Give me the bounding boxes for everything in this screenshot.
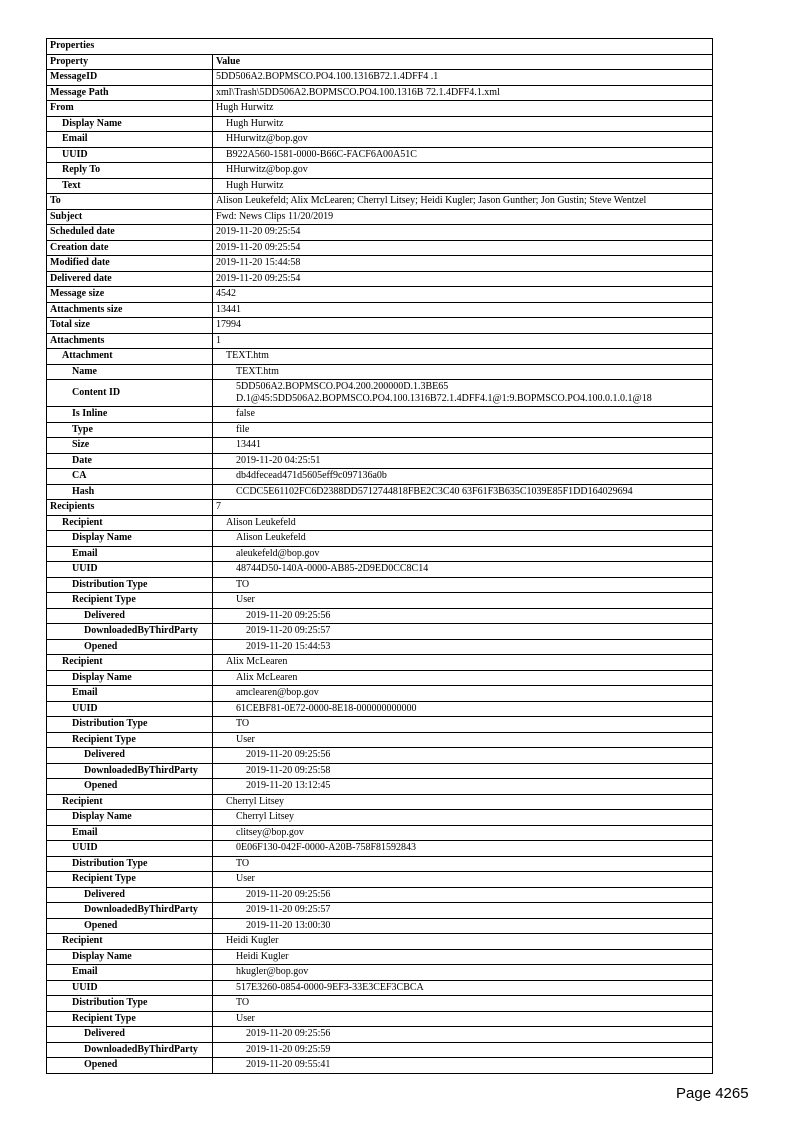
property-name: Reply To [47,163,213,179]
table-row [47,810,713,826]
property-name: Display Name [47,670,213,686]
property-name: Email [47,825,213,841]
table-row [47,748,713,764]
table-row [47,116,713,132]
property-name: UUID [47,147,213,163]
property-name: Display Name [47,810,213,826]
property-value: false [213,407,713,423]
property-value: db4dfecead471d5605eff9c097136a0b [213,469,713,485]
table-row [47,872,713,888]
property-value: 2019-11-20 13:00:30 [213,918,713,934]
table-row [47,841,713,857]
property-name: Name [47,364,213,380]
property-name: Delivered [47,608,213,624]
table-row [47,965,713,981]
property-value: Cherryl Litsey [213,810,713,826]
property-value: 2019-11-20 13:12:45 [213,779,713,795]
property-value: 13441 [213,438,713,454]
property-value: amclearen@bop.gov [213,686,713,702]
property-name: Opened [47,918,213,934]
table-row [47,980,713,996]
property-value: User [213,593,713,609]
table-row [47,484,713,500]
column-header-value: Value [213,54,713,70]
table-title: Properties [47,39,713,55]
property-name: Distribution Type [47,996,213,1012]
property-value: HHurwitz@bop.gov [213,132,713,148]
property-name: Message Path [47,85,213,101]
property-value: 2019-11-20 09:25:56 [213,1027,713,1043]
property-value: Alison Leukefeld [213,515,713,531]
table-row [47,271,713,287]
property-value: aleukefeld@bop.gov [213,546,713,562]
table-row [47,500,713,516]
property-name: DownloadedByThirdParty [47,1042,213,1058]
property-value: 2019-11-20 09:25:56 [213,748,713,764]
table-row [47,194,713,210]
property-value: 5DD506A2.BOPMSCO.PO4.200.200000D.1.3BE65 D.1@45:5DD506A2.BOPMSCO.PO4.100.1316B72.1.4DFF4.1@1:9.BOPMSCO.PO4.100.0.1.0.1@18 [213,380,713,407]
table-row [47,469,713,485]
property-name: Recipient Type [47,593,213,609]
table-row [47,701,713,717]
property-name: Content ID [47,380,213,407]
property-value: 2019-11-20 09:25:59 [213,1042,713,1058]
header-row [47,54,713,70]
property-value: TO [213,856,713,872]
property-value: file [213,422,713,438]
property-value: 2019-11-20 09:25:56 [213,887,713,903]
property-name: Creation date [47,240,213,256]
table-row [47,562,713,578]
property-value: Hugh Hurwitz [213,178,713,194]
property-name: UUID [47,841,213,857]
table-row [47,333,713,349]
property-name: Attachment [47,349,213,365]
property-value: 2019-11-20 09:25:54 [213,225,713,241]
property-name: Attachments [47,333,213,349]
property-name: Distribution Type [47,717,213,733]
property-name: Recipient Type [47,732,213,748]
table-row [47,639,713,655]
property-name: DownloadedByThirdParty [47,903,213,919]
property-value: 2019-11-20 04:25:51 [213,453,713,469]
property-name: To [47,194,213,210]
table-row [47,256,713,272]
property-name: Recipient Type [47,1011,213,1027]
property-value: User [213,732,713,748]
property-name: From [47,101,213,117]
property-name: Recipients [47,500,213,516]
property-name: CA [47,469,213,485]
table-row [47,577,713,593]
property-value: 2019-11-20 09:25:57 [213,624,713,640]
property-name: Recipient [47,794,213,810]
table-row [47,717,713,733]
table-row [47,132,713,148]
table-row [47,101,713,117]
property-value: 7 [213,500,713,516]
table-row [47,732,713,748]
property-value: 13441 [213,302,713,318]
table-row [47,453,713,469]
table-row [47,209,713,225]
table-row [47,438,713,454]
property-name: Message size [47,287,213,303]
table-row [47,287,713,303]
property-name: Email [47,546,213,562]
property-name: Size [47,438,213,454]
table-row [47,407,713,423]
table-row [47,779,713,795]
property-name: Recipient [47,934,213,950]
property-value: Alison Leukefeld; Alix McLearen; Cherryl Litsey; Heidi Kugler; Jason Gunther; Jon Gustin; Steve Wentzel [213,194,713,210]
table-row [47,918,713,934]
table-row [47,686,713,702]
property-name: MessageID [47,70,213,86]
property-value: 61CEBF81-0E72-0000-8E18-000000000000 [213,701,713,717]
property-name: Total size [47,318,213,334]
property-value: 2019-11-20 09:55:41 [213,1058,713,1074]
property-value: 2019-11-20 15:44:53 [213,639,713,655]
property-value: Hugh Hurwitz [213,116,713,132]
property-value: User [213,872,713,888]
property-value: Fwd: News Clips 11/20/2019 [213,209,713,225]
property-name: Subject [47,209,213,225]
property-name: Recipient [47,515,213,531]
table-row [47,856,713,872]
table-row [47,825,713,841]
table-row [47,670,713,686]
property-name: DownloadedByThirdParty [47,763,213,779]
table-row [47,1042,713,1058]
property-value: 5DD506A2.BOPMSCO.PO4.100.1316B72.1.4DFF4 .1 [213,70,713,86]
property-value: 2019-11-20 09:25:54 [213,271,713,287]
property-name: Email [47,132,213,148]
property-name: Type [47,422,213,438]
property-value: Alison Leukefeld [213,531,713,547]
property-value: 4542 [213,287,713,303]
property-value: 2019-11-20 09:25:57 [213,903,713,919]
property-name: DownloadedByThirdParty [47,624,213,640]
property-value: TEXT.htm [213,364,713,380]
property-name: Recipient Type [47,872,213,888]
properties-table [46,38,713,1074]
property-value: 48744D50-140A-0000-AB85-2D9ED0CC8C14 [213,562,713,578]
table-row [47,422,713,438]
property-value: 517E3260-0854-0000-9EF3-33E3CEF3CBCA [213,980,713,996]
property-name: UUID [47,980,213,996]
table-row [47,318,713,334]
table-row [47,624,713,640]
property-value: TO [213,577,713,593]
property-value: 2019-11-20 15:44:58 [213,256,713,272]
property-value: 2019-11-20 09:25:54 [213,240,713,256]
table-row [47,593,713,609]
property-name: Modified date [47,256,213,272]
table-row [47,531,713,547]
table-row [47,608,713,624]
property-value: Alix McLearen [213,655,713,671]
table-row [47,147,713,163]
property-name: Date [47,453,213,469]
property-name: Attachments size [47,302,213,318]
property-name: Delivered [47,887,213,903]
property-name: Hash [47,484,213,500]
table-row [47,163,713,179]
property-name: Recipient [47,655,213,671]
table-row [47,302,713,318]
property-value: hkugler@bop.gov [213,965,713,981]
table-row [47,178,713,194]
table-row [47,380,713,407]
table-row [47,887,713,903]
table-row [47,364,713,380]
property-value: 0E06F130-042F-0000-A20B-758F81592843 [213,841,713,857]
property-name: Delivered date [47,271,213,287]
property-name: Display Name [47,949,213,965]
table-row [47,546,713,562]
property-value: clitsey@bop.gov [213,825,713,841]
table-row [47,655,713,671]
property-name: Is Inline [47,407,213,423]
property-value: 2019-11-20 09:25:58 [213,763,713,779]
table-row [47,763,713,779]
property-value: Alix McLearen [213,670,713,686]
property-name: UUID [47,701,213,717]
page-number: Page 4265 [676,1085,749,1102]
property-name: Opened [47,779,213,795]
title-row [47,39,713,55]
property-value: TO [213,717,713,733]
table-row [47,1011,713,1027]
property-value: Heidi Kugler [213,949,713,965]
table-row [47,934,713,950]
property-value: CCDC5E61102FC6D2388DD5712744818FBE2C3C40 63F61F3B635C1039E85F1DD164029694 [213,484,713,500]
property-name: Display Name [47,531,213,547]
table-row [47,515,713,531]
table-row [47,225,713,241]
column-header-property: Property [47,54,213,70]
property-name: Text [47,178,213,194]
property-value: Cherryl Litsey [213,794,713,810]
property-name: Email [47,965,213,981]
property-name: Delivered [47,748,213,764]
property-value: 17994 [213,318,713,334]
property-value: Hugh Hurwitz [213,101,713,117]
table-row [47,903,713,919]
property-name: Distribution Type [47,577,213,593]
property-name: UUID [47,562,213,578]
property-value: HHurwitz@bop.gov [213,163,713,179]
table-row [47,70,713,86]
property-value: 1 [213,333,713,349]
property-value: xml\Trash\5DD506A2.BOPMSCO.PO4.100.1316B 72.1.4DFF4.1.xml [213,85,713,101]
property-value: User [213,1011,713,1027]
table-row [47,794,713,810]
table-row [47,85,713,101]
table-row [47,1058,713,1074]
table-row [47,349,713,365]
property-value: Heidi Kugler [213,934,713,950]
property-name: Delivered [47,1027,213,1043]
property-name: Scheduled date [47,225,213,241]
property-value: TEXT.htm [213,349,713,365]
table-row [47,240,713,256]
property-value: 2019-11-20 09:25:56 [213,608,713,624]
property-name: Display Name [47,116,213,132]
property-name: Email [47,686,213,702]
table-row [47,1027,713,1043]
property-value: B922A560-1581-0000-B66C-FACF6A00A51C [213,147,713,163]
property-name: Opened [47,1058,213,1074]
property-name: Distribution Type [47,856,213,872]
table-row [47,949,713,965]
property-name: Opened [47,639,213,655]
property-value: TO [213,996,713,1012]
table-row [47,996,713,1012]
